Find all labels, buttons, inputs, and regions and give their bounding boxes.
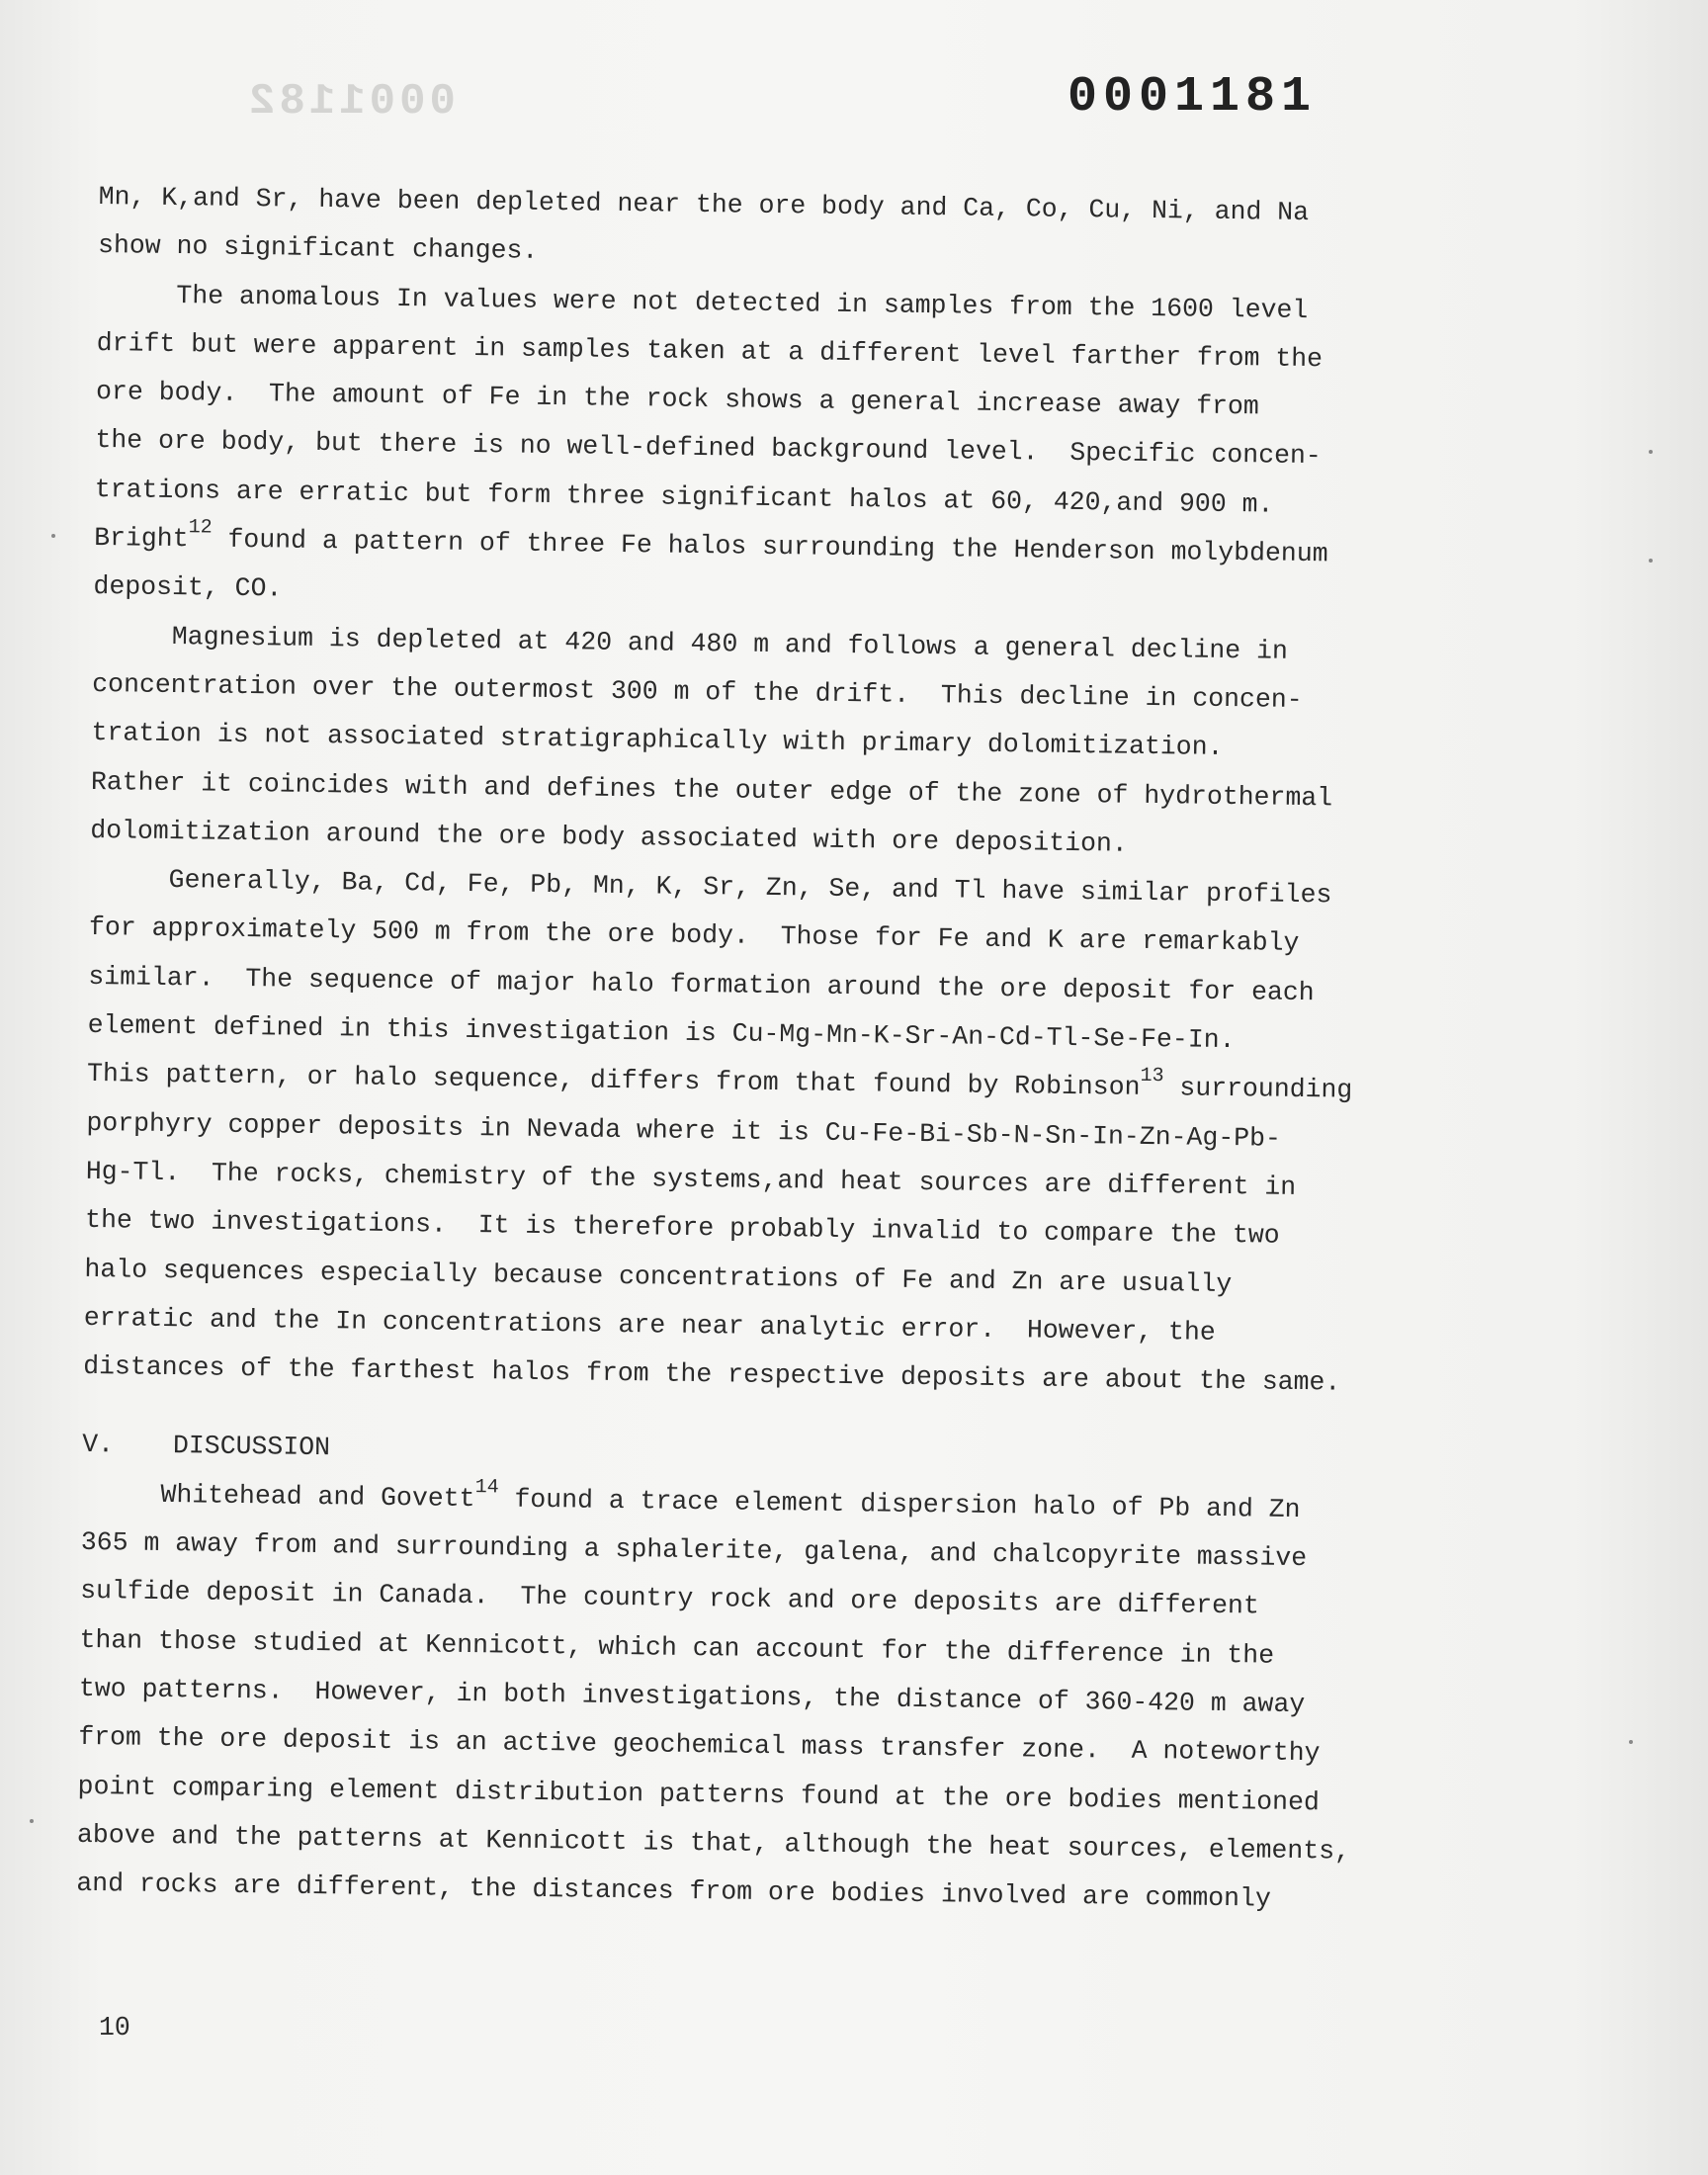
text-line: tration is not associated stratigraphically with primary dolomitization. — [91, 718, 1224, 763]
text-line: ore body. The amount of Fe in the rock shows a general increase away from — [95, 377, 1259, 422]
text-line: above and the patterns at Kennicott is that, although the heat sources, elements, — [76, 1819, 1351, 1867]
citation-superscript: 12 — [188, 516, 213, 540]
text-line: for approximately 500 m from the ore body. Those for Fe and K are remarkably — [88, 913, 1300, 959]
text-line: point comparing element distribution patterns found at the ore bodies mentioned — [77, 1771, 1321, 1817]
scan-speck — [1649, 559, 1653, 563]
text-line: halo sequences especially because concentrations of Fe and Zn are usually — [84, 1254, 1233, 1299]
text-fragment: found a pattern of three Fe halos surrounding the Henderson molybdenum — [212, 524, 1328, 569]
text-line: Hg-Tl. The rocks, chemistry of the systems,and heat sources are different in — [85, 1156, 1297, 1202]
scan-speck — [1649, 450, 1653, 454]
text-fragment: surrounding — [1163, 1073, 1353, 1106]
text-line: from the ore deposit is an active geochemical mass transfer zone. A noteworthy — [78, 1722, 1321, 1769]
text-line: The anomalous In values were not detected in samples from the 1600 level — [176, 280, 1309, 325]
section-title: DISCUSSION — [172, 1431, 331, 1463]
bleedthrough-stamp: 0001182 — [245, 77, 456, 127]
text-line: distances of the farthest halos from the respective deposits are about the same. — [83, 1351, 1341, 1398]
section-number: V. — [81, 1430, 115, 1460]
citation-superscript: 13 — [1140, 1065, 1164, 1088]
text-line: Mn, K,and Sr, have been depleted near the ore body and Ca, Co, Cu, Ni, and Na — [98, 181, 1310, 228]
scan-speck — [1629, 1740, 1633, 1744]
citation-superscript: 14 — [474, 1475, 499, 1500]
text-line: concentration over the outermost 300 m of the drift. This decline in concen- — [92, 668, 1303, 715]
text-line: 365 m away from and surrounding a sphalerite, galena, and chalcopyrite massive — [80, 1526, 1308, 1574]
text-line: element defined in this investigation is Cu-Mg-Mn-K-Sr-An-Cd-Tl-Se-Fe-In. — [87, 1009, 1236, 1056]
text-line: erratic and the In concentrations are near analytic error. However, the — [83, 1302, 1216, 1348]
scan-speck — [30, 1819, 34, 1823]
text-line: the ore body, but there is no well-defined background level. Specific concen- — [95, 425, 1322, 472]
text-line: Generally, Ba, Cd, Fe, Pb, Mn, K, Sr, Zn, Se, and Tl have similar profiles — [168, 865, 1332, 911]
text-fragment: Whitehead and Govett — [160, 1479, 475, 1514]
text-line: drift but were apparent in samples taken at a different level farther from the — [96, 327, 1324, 375]
text-line: deposit, CO. — [93, 571, 283, 604]
text-line: similar. The sequence of major halo formation around the ore deposit for each — [88, 961, 1315, 1007]
document-number-stamp: 0001181 — [1068, 69, 1318, 126]
text-line: porphyry copper deposits in Nevada where it is Cu-Fe-Bi-Sb-N-Sn-In-Zn-Ag-Pb- — [86, 1107, 1282, 1154]
scan-speck — [51, 534, 55, 538]
text-line: Rather it coincides with and defines the outer edge of the zone of hydrothermal — [90, 766, 1333, 813]
page-number: 10 — [99, 2013, 130, 2043]
text-line: two patterns. However, in both investigations, the distance of 360-420 m away — [78, 1673, 1306, 1720]
text-line: and rocks are different, the distances from ore bodies involved are commonly — [76, 1868, 1272, 1914]
text-fragment: Bright — [93, 523, 189, 555]
text-line: dolomitization around the ore body associated with ore deposition. — [90, 815, 1128, 859]
text-fragment: found a trace element dispersion halo of Pb and Zn — [498, 1484, 1301, 1524]
text-line: trations are erratic but form three significant halos at 60, 420,and 900 m. — [94, 474, 1274, 520]
text-line: sulfide deposit in Canada. The country rock and ore deposits are different — [80, 1576, 1260, 1621]
text-fragment: This pattern, or halo sequence, differs from that found by Robinson — [86, 1059, 1141, 1103]
text-line: the two investigations. It is therefore probably invalid to compare the two — [84, 1205, 1280, 1251]
text-line: Magnesium is depleted at 420 and 480 m and follows a general decline in — [171, 621, 1289, 666]
body-text — [76, 173, 1483, 1927]
text-line: show no significant changes. — [97, 230, 539, 267]
text-line: than those studied at Kennicott, which can account for the difference in the — [79, 1624, 1275, 1671]
